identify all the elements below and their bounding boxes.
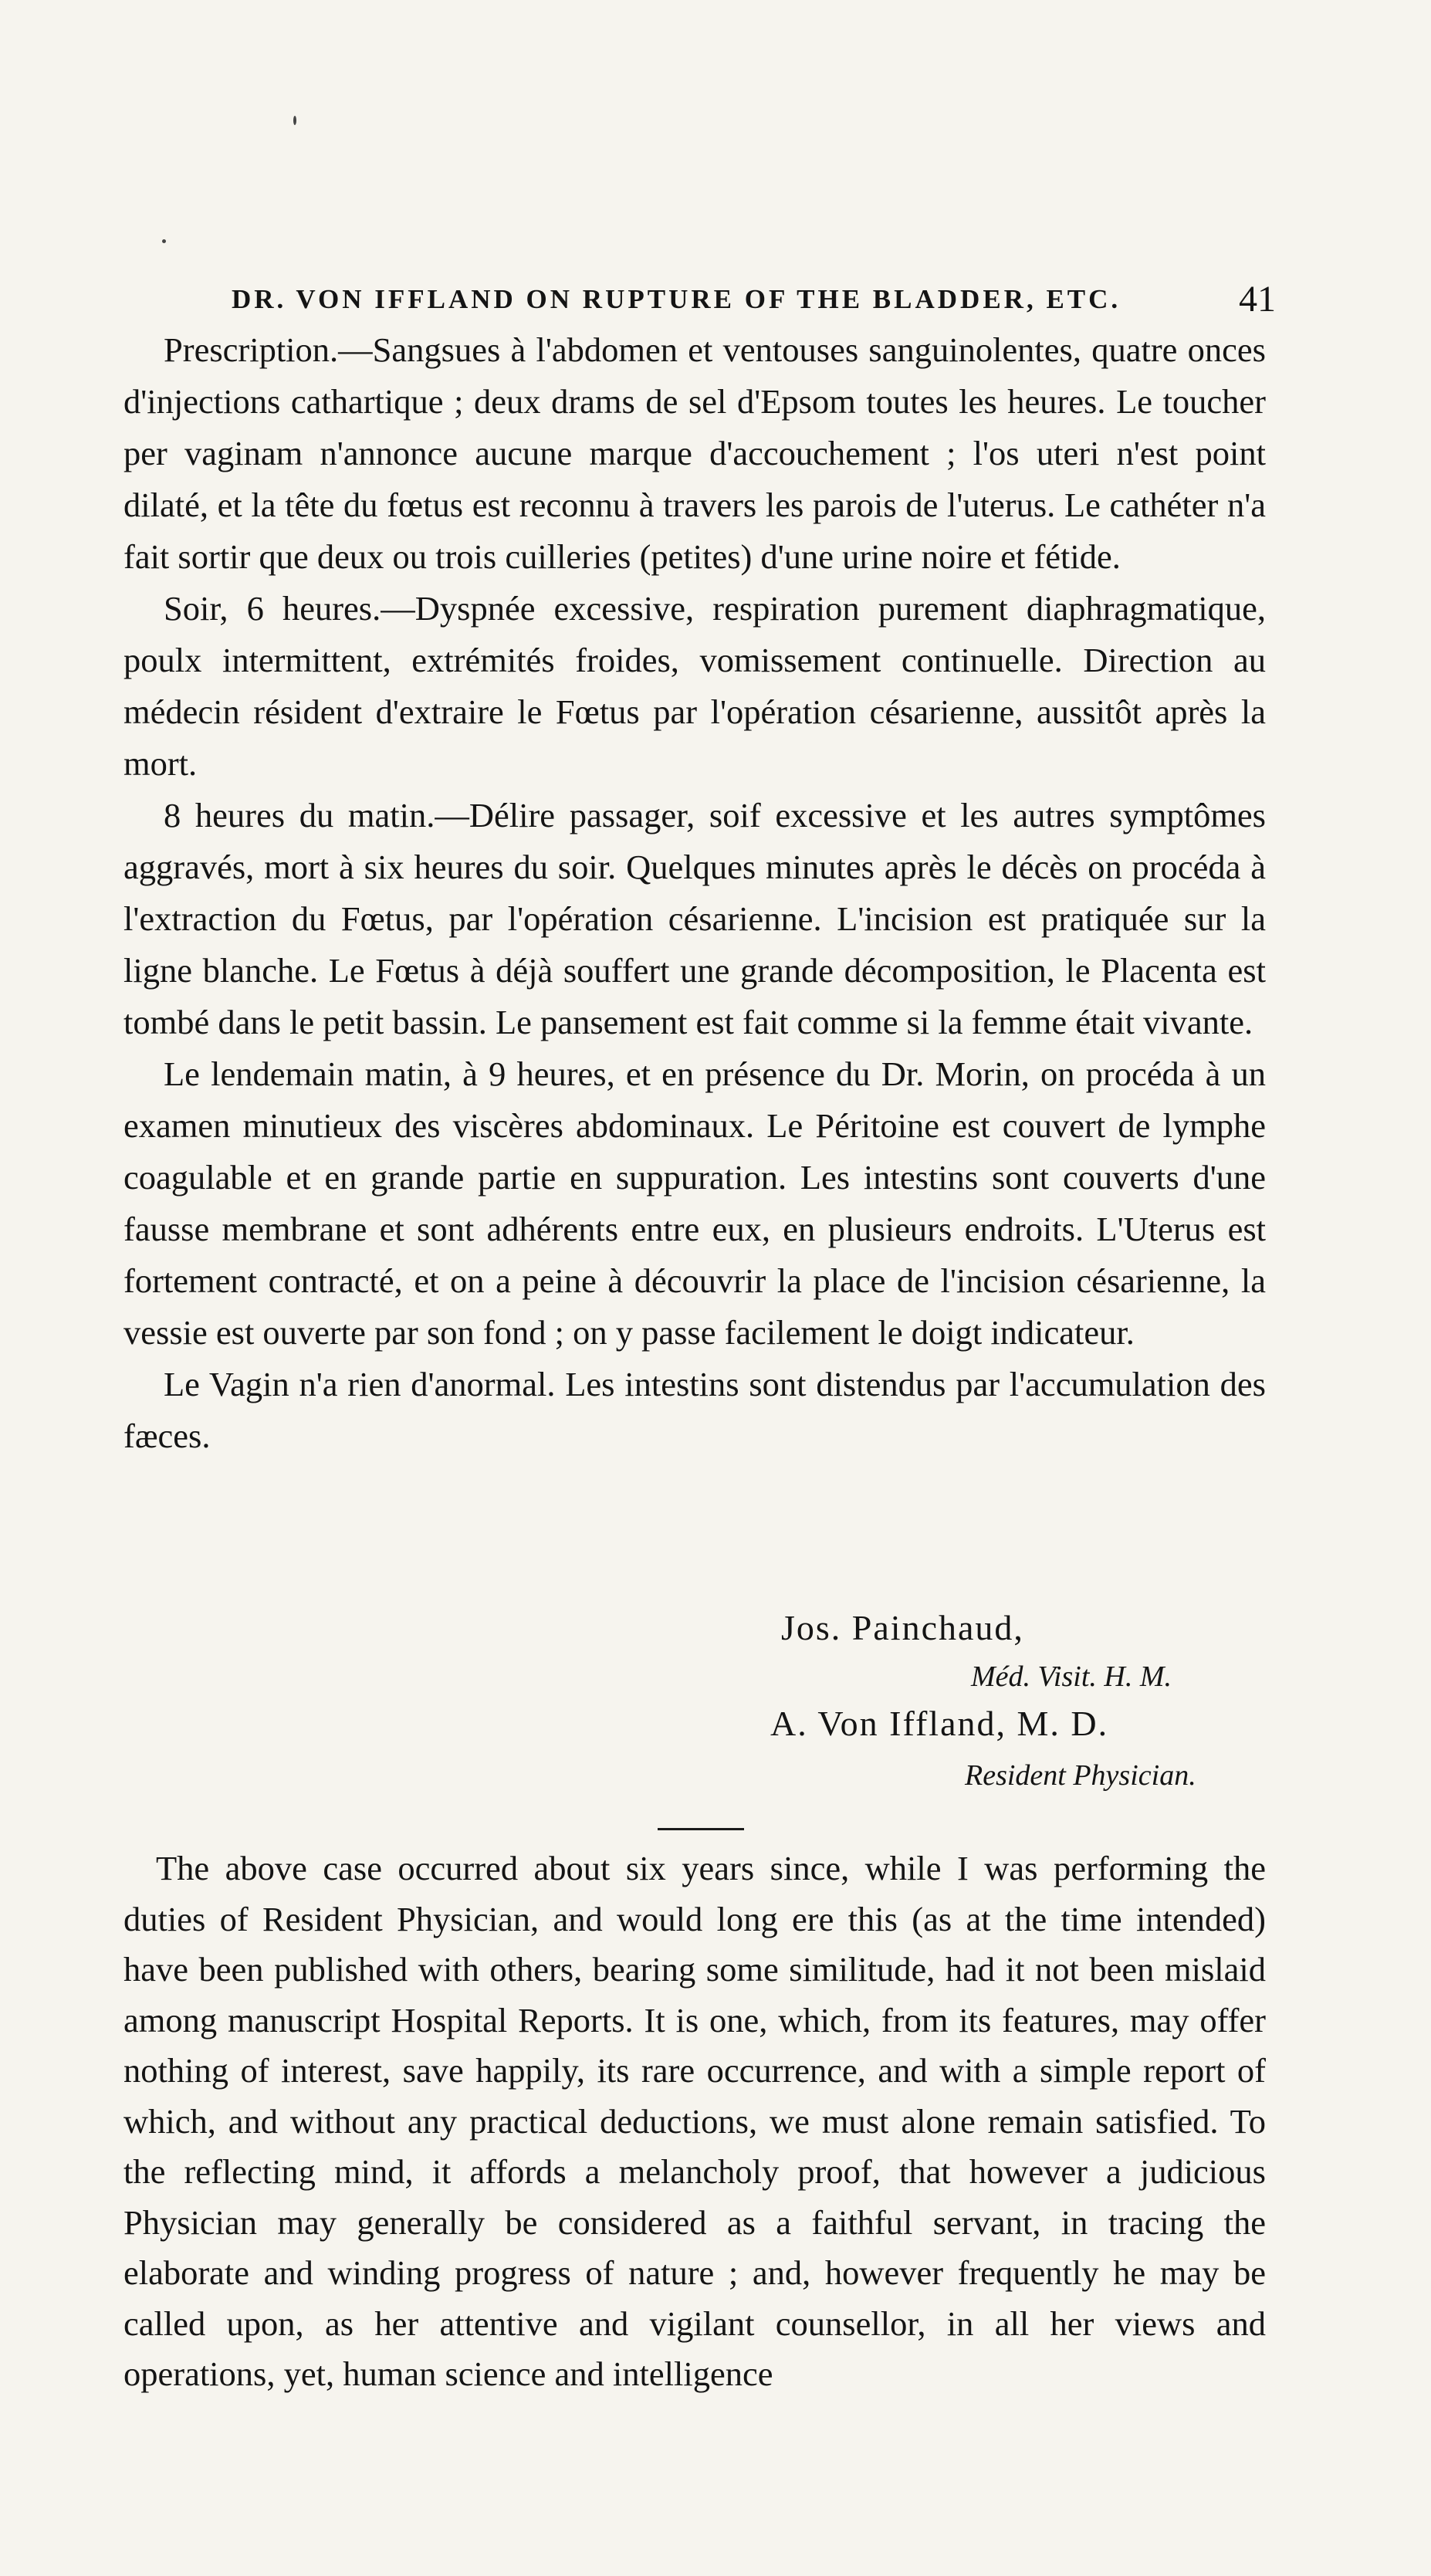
paragraph-commentary: The above case occurred about six years since, while I was performing the duties of Resident Physician, and would long ere this (as at the time intended) have been published with others, bearing some similitude, had it not been mislaid among manuscript Hospital Reports. It is one, which, from its features, may offer nothing of interest, save happily, its rare occurrence, and with a simple report of which, and without any practical deductions, we must alone remain satisfied. To the reflecting mind, it affords a melancholy proof, that however a judicious Physician may generally be considered as a faithful servant, in tracing the elaborate and winding progress of nature ; and, however frequently he may be called upon, as her attentive and vigilant counsellor, in all her views and operations, yet, human science and intelligence (123, 1849, 1266, 2393)
signature-name-iffland: A. Von Iffland, M. D. (770, 1704, 1109, 1743)
ink-speck (293, 116, 296, 125)
paragraph-morning: 8 heures du matin.—Délire passager, soif excessive et les autres symptômes aggravés, mort à six heures du soir. Quelques minutes après le décès on procéda à l'extraction du Fœtus, par l'opération césarienne. L'incision est pratiquée sur la ligne blanche. Le Fœtus à déjà souffert une grande décomposition, le Placenta est tombé dans le petit bassin. Le pansement est fait comme si la femme était vivante. (123, 796, 1266, 1041)
running-head: DR. VON IFFLAND ON RUPTURE OF THE BLADDER, ETC. (232, 284, 1121, 314)
ink-speck (162, 239, 166, 243)
signature-role-iffland: Resident Physician. (965, 1759, 1196, 1792)
paragraph-prescription: Prescription.—Sangsues à l'abdomen et ventouses sanguinolentes, quatre onces d'injections cathartique ; deux drams de sel d'Epsom toutes les heures. Le toucher per vaginam n'annonce aucune marque d'accouchement ; l'os uteri n'est point dilaté, et la tête du fœtus est reconnu à travers les parois de l'uterus. Le cathéter n'a fait sortir que deux ou trois cuilleries (petites) d'une urine noire et fétide. (123, 330, 1266, 576)
signature-role-painchaud: Méd. Visit. H. M. (971, 1660, 1172, 1693)
letter-body (123, 324, 1266, 1462)
page-number: 41 (1239, 279, 1276, 320)
signature-name-painchaud: Jos. Painchaud, (781, 1608, 1024, 1647)
paragraph-evening: Soir, 6 heures.—Dyspnée excessive, respiration purement diaphragmatique, poulx intermittent, extrémités froides, vomissement continuelle. Direction au médecin résident d'extraire le Fœtus par l'opération césarienne, aussitôt après la mort. (123, 589, 1266, 783)
paragraph-vagin: Le Vagin n'a rien d'anormal. Les intestins sont distendus par l'accumulation des fæces. (123, 1365, 1266, 1455)
paragraph-autopsy: Le lendemain matin, à 9 heures, et en présence du Dr. Morin, on procéda à un examen minutieux des viscères abdominaux. Le Péritoine est couvert de lymphe coagulable et en grande partie en suppuration. Les intestins sont couverts d'une fausse membrane et sont adhérents entre eux, en plusieurs endroits. L'Uterus est fortement contracté, et on a peine à découvrir la place de l'incision césarienne, la vessie est ouverte par son fond ; on y passe facilement le doigt indicateur. (123, 1054, 1266, 1352)
author-commentary (123, 1843, 1266, 2400)
section-divider (658, 1828, 744, 1830)
